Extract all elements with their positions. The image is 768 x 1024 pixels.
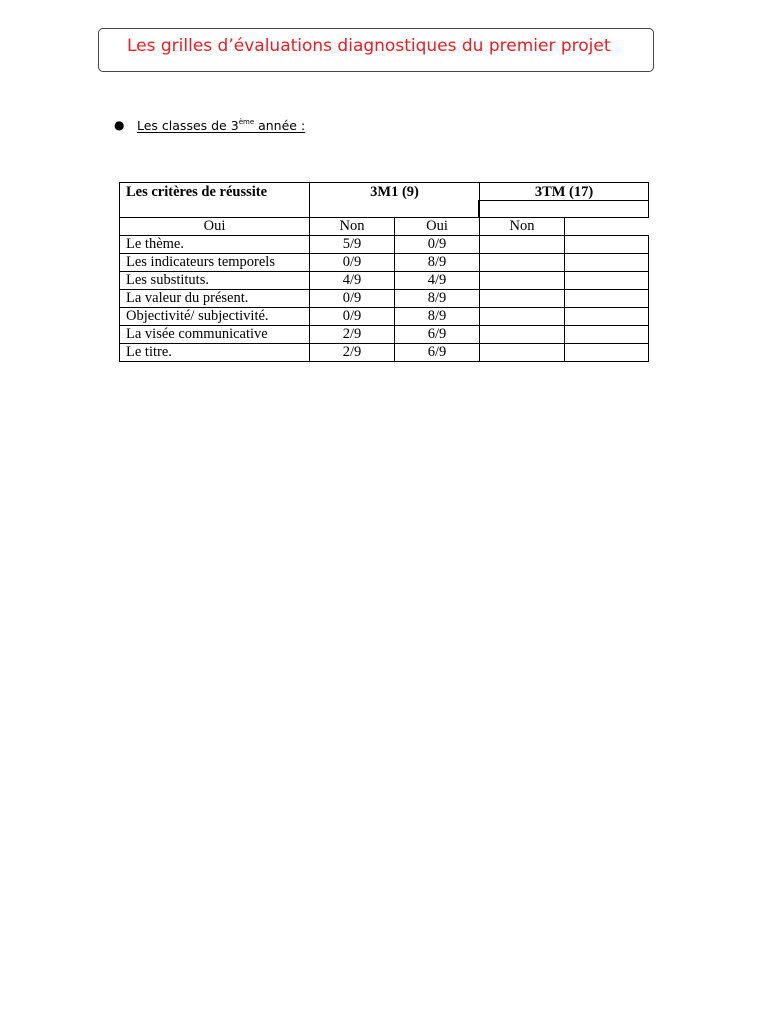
value-3tm-oui-cell (480, 254, 565, 272)
group-header-3tm: 3TM (17) (480, 183, 649, 201)
value-3m1-non-cell: 4/9 (395, 272, 480, 290)
value-3tm-oui-cell (480, 344, 565, 362)
value-3tm-oui-cell (480, 290, 565, 308)
value-3m1-oui-cell: 4/9 (310, 272, 395, 290)
value-3tm-non-cell (565, 308, 649, 326)
criterion-cell: Les indicateurs temporels (120, 254, 310, 272)
value-3tm-oui-cell (480, 308, 565, 326)
value-3m1-non-cell: 8/9 (395, 290, 480, 308)
group-header-3tm-spacer (480, 201, 649, 218)
value-3tm-non-cell (565, 344, 649, 362)
bullet-label-main: Les classes de 3 (137, 118, 239, 133)
value-3tm-non-cell (565, 236, 649, 254)
table-row (120, 254, 649, 272)
bullet-label-tail: année : (254, 118, 306, 133)
table-body (120, 236, 649, 362)
value-3tm-non-cell (565, 326, 649, 344)
value-3m1-oui-cell: 0/9 (310, 308, 395, 326)
criterion-cell: Le titre. (120, 344, 310, 362)
criterion-cell: Objectivité/ subjectivité. (120, 308, 310, 326)
table-row (120, 308, 649, 326)
value-3m1-oui-cell: 0/9 (310, 290, 395, 308)
group-divider-3tm (478, 200, 479, 218)
table-row (120, 236, 649, 254)
subheader-3m1-oui: Oui (120, 218, 310, 236)
table-subheader-row (120, 218, 649, 236)
table-row (120, 290, 649, 308)
bullet-icon: ● (114, 118, 125, 132)
subheader-3tm-oui: Oui (395, 218, 480, 236)
criterion-cell: Les substituts. (120, 272, 310, 290)
value-3tm-non-cell (565, 254, 649, 272)
value-3tm-oui-cell (480, 272, 565, 290)
bullet-label (137, 116, 305, 136)
table-row (120, 344, 649, 362)
criterion-cell: La visée communicative (120, 326, 310, 344)
value-3m1-oui-cell: 5/9 (310, 236, 395, 254)
value-3m1-non-cell: 8/9 (395, 254, 480, 272)
criteria-column-header: Les critères de réussite (120, 183, 310, 218)
table-row (120, 326, 649, 344)
value-3m1-non-cell: 0/9 (395, 236, 480, 254)
value-3tm-oui-cell (480, 326, 565, 344)
table-header-row (120, 183, 649, 201)
value-3m1-non-cell: 6/9 (395, 344, 480, 362)
subheader-3tm-non: Non (480, 218, 565, 236)
value-3tm-non-cell (565, 290, 649, 308)
table-row (120, 272, 649, 290)
evaluation-table (119, 182, 649, 362)
criterion-cell: La valeur du présent. (120, 290, 310, 308)
value-3m1-non-cell: 8/9 (395, 308, 480, 326)
document-title: Les grilles d’évaluations diagnostiques du premier projet (127, 36, 611, 56)
value-3m1-oui-cell: 2/9 (310, 344, 395, 362)
title-box (98, 28, 654, 72)
value-3tm-non-cell (565, 272, 649, 290)
value-3m1-non-cell: 6/9 (395, 326, 480, 344)
bullet-label-superscript: ème (238, 118, 255, 126)
criterion-cell: Le thème. (120, 236, 310, 254)
value-3m1-oui-cell: 0/9 (310, 254, 395, 272)
value-3m1-oui-cell: 2/9 (310, 326, 395, 344)
group-header-3m1: 3M1 (9) (310, 183, 480, 218)
value-3tm-oui-cell (480, 236, 565, 254)
subheader-3m1-non: Non (310, 218, 395, 236)
